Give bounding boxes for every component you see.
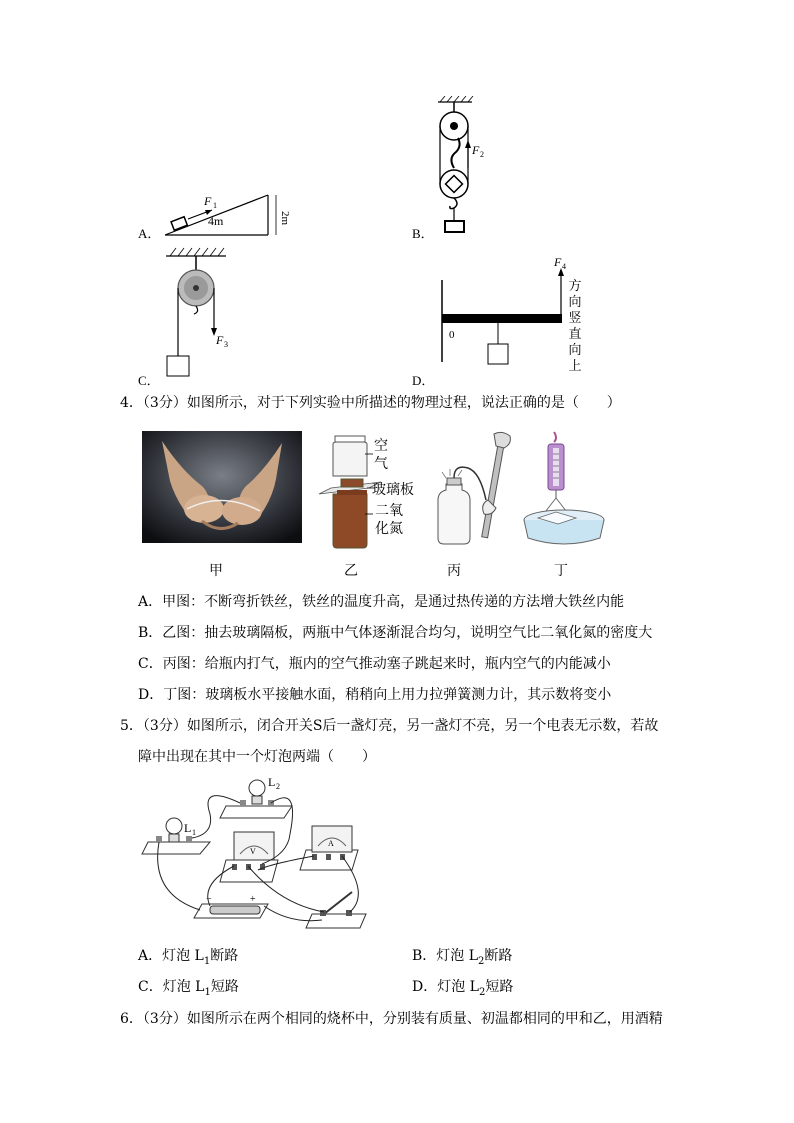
q4-option-d: D．丁图：玻璃板水平接触水面，稍稍向上用力拉弹簧测力计，其示数将变小 — [138, 687, 612, 703]
caption-bing: 丙 — [447, 563, 461, 579]
bending-wire-photo — [142, 431, 302, 543]
fixed-pulley-figure — [162, 244, 242, 384]
l1-label: L — [184, 821, 192, 835]
q5-option-b: B．灯泡 $L_2$断路 — [412, 948, 513, 967]
svg-text:3: 3 — [224, 340, 228, 349]
pump-bottle-figure — [432, 430, 522, 550]
option-d-letter: D． — [412, 373, 435, 388]
q5-option-c: C．灯泡 $L_1$短路 — [138, 979, 239, 998]
air-label: 空 气 — [374, 438, 388, 472]
f4-label: F — [554, 256, 562, 269]
q4-option-c: C．丙图：给瓶内打气，瓶内的空气推动塞子跳起来时，瓶内空气的内能减小 — [138, 656, 611, 672]
circuit-figure — [140, 774, 370, 934]
svg-text:1: 1 — [192, 828, 196, 837]
no2-label: 二氧 化氮 — [375, 503, 403, 537]
f2-label: F — [472, 143, 480, 157]
svg-text:4: 4 — [562, 262, 566, 271]
caption-yi: 乙 — [344, 563, 358, 579]
length-label: 4m — [208, 214, 224, 228]
svg-text:+: + — [250, 894, 256, 905]
ammeter-label: A — [328, 839, 334, 848]
svg-text:1: 1 — [213, 201, 217, 210]
option-c-letter: C． — [138, 373, 160, 388]
caption-ding: 丁 — [554, 563, 568, 579]
f1-label: F — [204, 194, 212, 208]
direction-vertical-text: 方 向 竖 直 向 上 — [568, 279, 582, 374]
lever-figure — [430, 256, 590, 386]
voltmeter-label: V — [250, 847, 256, 856]
incline-figure — [160, 185, 300, 240]
spring-scale-figure — [520, 430, 610, 552]
q6-stem: 6．（3分）如图所示在两个相同的烧杯中，分别装有质量、初温都相同的甲和乙，用酒精 — [120, 1011, 663, 1027]
q5-stem-line1: 5．（3分）如图所示，闭合开关S后一盏灯亮，另一盏灯不亮，另一个电表无示数，若故 — [120, 718, 659, 734]
svg-text:−: − — [206, 894, 212, 905]
caption-jia: 甲 — [209, 563, 223, 579]
pulley-block-figure — [430, 96, 510, 241]
option-b-letter: B． — [412, 226, 434, 241]
height-label: 2m — [279, 211, 291, 226]
q5-option-d: D．灯泡 $L_2$短路 — [412, 979, 514, 998]
option-a-letter: A． — [138, 226, 161, 241]
q4-option-a: A．甲图：不断弯折铁丝，铁丝的温度升高，是通过热传递的方法增大铁丝内能 — [138, 594, 625, 610]
svg-text:2: 2 — [480, 150, 484, 159]
glass-plate-label: 玻璃板 — [372, 482, 414, 498]
l2-label: L — [268, 775, 276, 789]
pivot-zero-label: 0 — [449, 329, 455, 341]
q4-stem: 4．（3分）如图所示，对于下列实验中所描述的物理过程，说法正确的是（ ） — [120, 395, 621, 411]
q4-option-b: B．乙图：抽去玻璃隔板，两瓶中气体逐渐混合均匀，说明空气比二氧化氮的密度大 — [138, 625, 653, 641]
q5-stem-line2: 障中出现在其中一个灯泡两端（ ） — [138, 749, 376, 765]
svg-text:2: 2 — [276, 782, 280, 791]
f3-label: F — [216, 333, 224, 347]
q5-option-a: A．灯泡 $L_1$断路 — [138, 948, 239, 967]
